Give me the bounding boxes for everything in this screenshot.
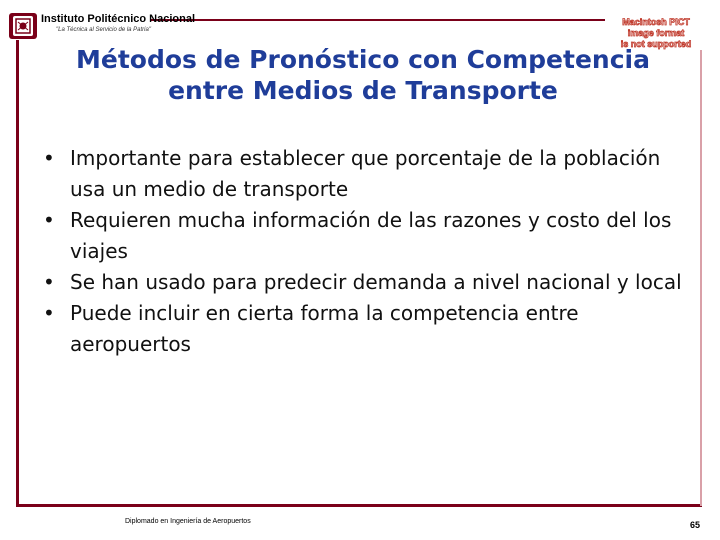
slide-title [30, 44, 696, 106]
institution-name: Instituto Politécnico Nacional [41, 13, 196, 25]
bullet-item [42, 267, 682, 298]
footer-course-name: Diplomado en Ingeniería de Aeropuertos [125, 518, 251, 525]
page-number: 65 [690, 520, 701, 530]
frame-left-line [16, 40, 19, 506]
header-rule [150, 19, 605, 21]
bullet-item [42, 143, 682, 205]
placeholder-line-3: is not supported [620, 39, 692, 49]
institution-motto: "La Técnica al Servicio de la Patria" [56, 27, 151, 33]
bullet-text: Se han usado para predecir demanda a nivel nacional y local [70, 270, 682, 294]
bullet-marker: • [43, 270, 55, 294]
placeholder-line-2: image format [627, 28, 685, 38]
bullet-marker: • [43, 208, 55, 232]
bullet-list [42, 143, 682, 360]
bullet-text: Importante para establecer que porcentaje de la población usa un medio de transporte [70, 146, 661, 201]
bullet-marker: • [43, 301, 55, 325]
title-line-2: entre Medios de Transporte [168, 76, 558, 105]
bullet-item [42, 205, 682, 267]
frame-right-line [700, 40, 702, 506]
title-line-1: Métodos de Pronóstico con Competencia [76, 45, 650, 74]
frame-bottom-line [16, 504, 702, 507]
bullet-item [42, 298, 682, 360]
bullet-text: Puede incluir en cierta forma la competencia entre aeropuertos [70, 301, 579, 356]
placeholder-line-1: Macintosh PICT [622, 17, 690, 27]
bullet-marker: • [43, 146, 55, 170]
ipn-logo-icon [8, 12, 38, 40]
bullet-text: Requieren mucha información de las razones y costo del los viajes [70, 208, 672, 263]
